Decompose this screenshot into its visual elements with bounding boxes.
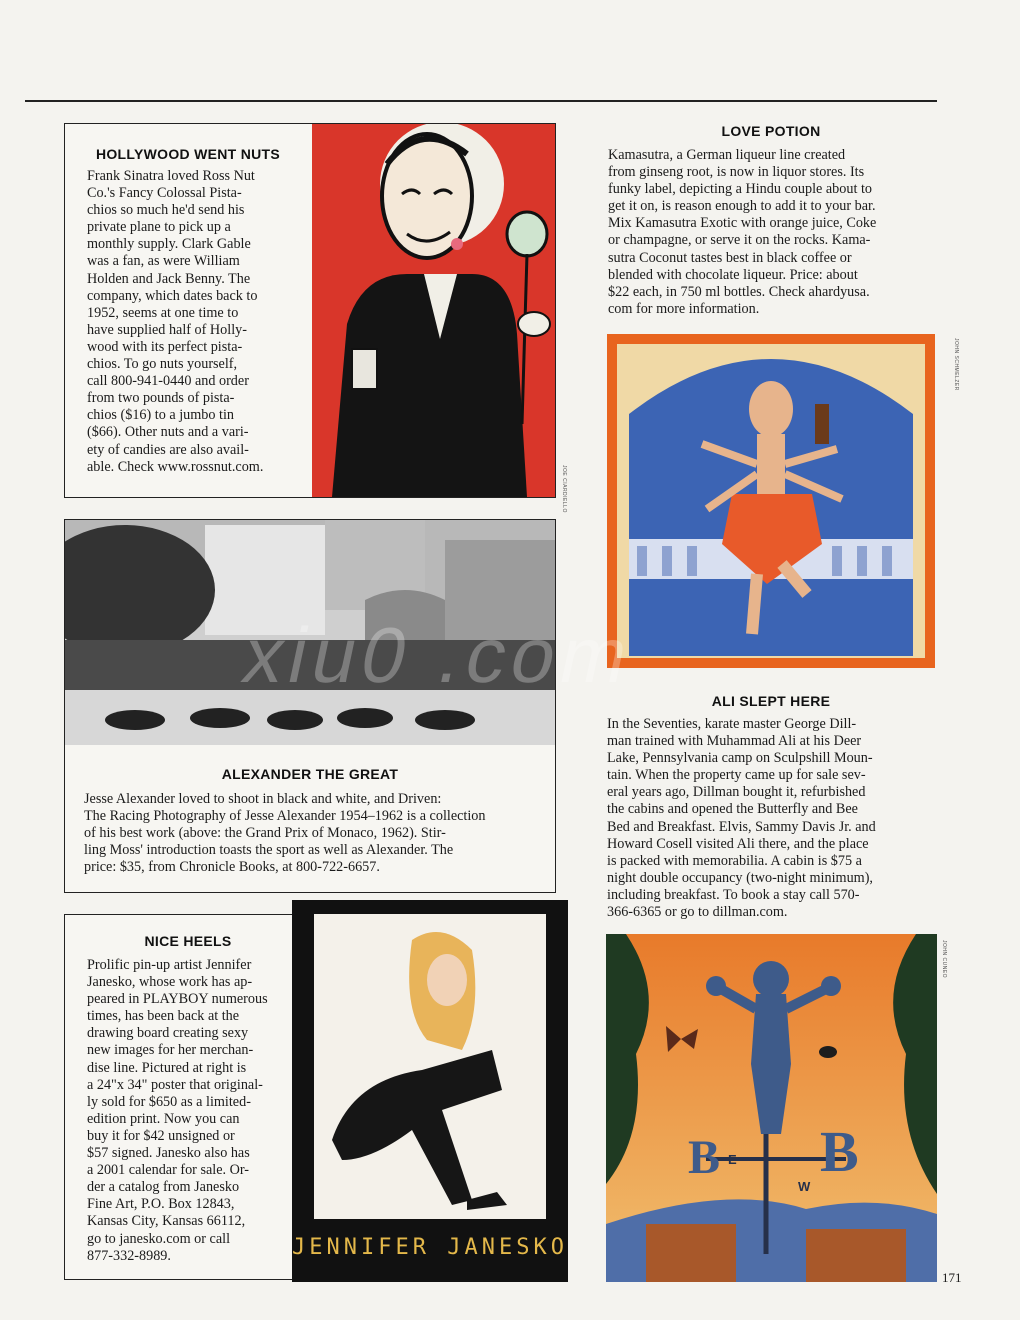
vane-letter-right: B	[820, 1119, 859, 1184]
text-line: Prolific pin-up artist Jennifer	[87, 957, 252, 973]
text-line: 366-6365 or go to dillman.com.	[607, 904, 788, 921]
text-line: call 800-941-0440 and order	[87, 373, 249, 390]
love-text	[608, 147, 938, 318]
text-line: man trained with Muhammad Ali at his Deer	[607, 733, 862, 750]
text-line: com for more information.	[608, 300, 760, 317]
text-line: ling Moss' introduction toasts the sport as well as Alexander. The	[84, 842, 454, 859]
text-line: funky label, depicting a Hindu couple about to	[608, 181, 872, 198]
text-line: blended with chocolate liqueur. Price: about	[608, 266, 858, 283]
text-line: chios so much he'd send his	[87, 202, 245, 219]
text-line: Jesse Alexander loved to shoot in black and white, and Driven:	[84, 791, 442, 807]
text-line: 1952, seems at one time to	[87, 304, 239, 321]
text-line: In the Seventies, karate master George Dill-	[607, 716, 857, 732]
ali-text	[607, 716, 939, 921]
text-line: ly sold for $650 as a limited-	[87, 1093, 251, 1110]
ali-headline: ALI SLEPT HERE	[711, 693, 831, 709]
text-line: Holden and Jack Benny. The	[87, 270, 251, 287]
alexander-text	[84, 791, 539, 876]
text-line: drawing board creating sexy	[87, 1025, 249, 1042]
text-line: ety of candies are also avail-	[87, 441, 249, 458]
text-line: chios. To go nuts yourself,	[87, 356, 238, 373]
watermark-text: xiu0 .com	[235, 611, 643, 699]
text-line: sutra Coconut tastes best in black coffee or	[608, 249, 852, 266]
page-number: 171	[942, 1270, 962, 1285]
text-line: eral years ago, Dillman bought it, refurbished	[607, 784, 866, 801]
text-line: a 24"x 34" poster that original-	[87, 1076, 263, 1093]
text-line: $57 signed. Janesko also has	[87, 1145, 250, 1162]
text-line: from ginseng root, is now in liquor stores. Its	[608, 164, 865, 181]
text-line: Co.'s Fancy Colossal Pista-	[87, 185, 242, 202]
text-line: including breakfast. To book a stay call 570-	[607, 886, 860, 903]
alexander-headline: ALEXANDER THE GREAT	[221, 766, 399, 782]
hollywood-text	[87, 168, 309, 476]
heels-text	[87, 957, 299, 1265]
love-headline: LOVE POTION	[721, 123, 821, 139]
text-line: Bed and Breakfast. Elvis, Sammy Davis Jr. and	[607, 818, 876, 835]
text-line: go to janesko.com or call	[87, 1230, 231, 1247]
text-line: is packed with memorabilia. A cabin is $75 a	[607, 852, 862, 869]
ali-credit: JOHN CUNEO	[941, 940, 947, 979]
text-line: from two pounds of pista-	[87, 390, 235, 407]
vane-letter-east: E	[728, 1152, 737, 1167]
text-line: Fine Art, P.O. Box 12843,	[87, 1196, 235, 1213]
vane-letter-west: W	[798, 1179, 811, 1194]
text-line: buy it for $42 unsigned or	[87, 1127, 235, 1144]
vane-letter-left: B	[688, 1131, 721, 1184]
text-line: 877-332-8989.	[87, 1247, 171, 1264]
poster-name-text: JENNIFER JANESKO	[292, 1235, 568, 1260]
text-line: night double occupancy (two-night minimum),	[607, 869, 873, 886]
text-line: have supplied half of Holly-	[87, 321, 247, 338]
text-line: peared in PLAYBOY numerous	[87, 991, 268, 1008]
text-line: new images for her merchan-	[87, 1042, 254, 1059]
text-line: der a catalog from Janesko	[87, 1179, 240, 1196]
text-line: was a fan, as were William	[87, 253, 240, 270]
text-line: wood with its perfect pista-	[87, 338, 243, 355]
text-line: a 2001 calendar for sale. Or-	[87, 1162, 250, 1179]
text-line: Howard Cosell visited Ali there, and the place	[607, 835, 869, 852]
text-line: private plane to pick up a	[87, 219, 231, 236]
text-line: edition print. Now you can	[87, 1110, 240, 1127]
top-rule	[25, 100, 937, 102]
text-line: monthly supply. Clark Gable	[87, 236, 251, 253]
text-line: of his best work (above: the Grand Prix of Monaco, 1962). Stir-	[84, 825, 446, 842]
sinatra-illustration	[312, 124, 555, 497]
text-line: Kansas City, Kansas 66112,	[87, 1213, 246, 1230]
text-line: Mix Kamasutra Exotic with orange juice, Coke	[608, 215, 877, 232]
text-line: chios ($16) to a jumbo tin	[87, 407, 234, 424]
text-line: price: $35, from Chronicle Books, at 800-722-6657.	[84, 859, 380, 876]
text-line: able. Check www.rossnut.com.	[87, 458, 264, 475]
text-line: or champagne, or serve it on the rocks. Kama-	[608, 232, 871, 249]
text-line: $22 each, in 750 ml bottles. Check ahardyusa.	[608, 283, 870, 300]
love-credit: JOHN SCHMELZER	[953, 338, 959, 391]
text-line: Frank Sinatra loved Ross Nut	[87, 168, 255, 184]
heels-headline: NICE HEELS	[144, 933, 232, 949]
kamasutra-illustration	[607, 334, 935, 668]
text-line: The Racing Photography of Jesse Alexander 1954–1962 is a collection	[84, 808, 486, 825]
text-line: company, which dates back to	[87, 287, 258, 304]
text-line: tain. When the property came up for sale sev-	[607, 767, 866, 784]
janesko-poster	[292, 900, 568, 1282]
hollywood-headline: HOLLYWOOD WENT NUTS	[95, 146, 281, 162]
text-line: ($66). Other nuts and a vari-	[87, 424, 249, 441]
ali-weathervane-illustration	[606, 934, 937, 1282]
text-line: the cabins and opened the Butterfly and Bee	[607, 801, 858, 818]
text-line: times, has been back at the	[87, 1008, 240, 1025]
hollywood-credit: JOE CIARDIELLO	[561, 465, 567, 513]
text-line: Lake, Pennsylvania camp on Sculpshill Moun-	[607, 750, 873, 767]
text-line: Kamasutra, a German liqueur line created	[608, 147, 846, 163]
text-line: Janesko, whose work has ap-	[87, 974, 253, 991]
text-line: dise line. Pictured at right is	[87, 1059, 247, 1076]
text-line: get it on, is reason enough to add it to your bar.	[608, 198, 876, 215]
